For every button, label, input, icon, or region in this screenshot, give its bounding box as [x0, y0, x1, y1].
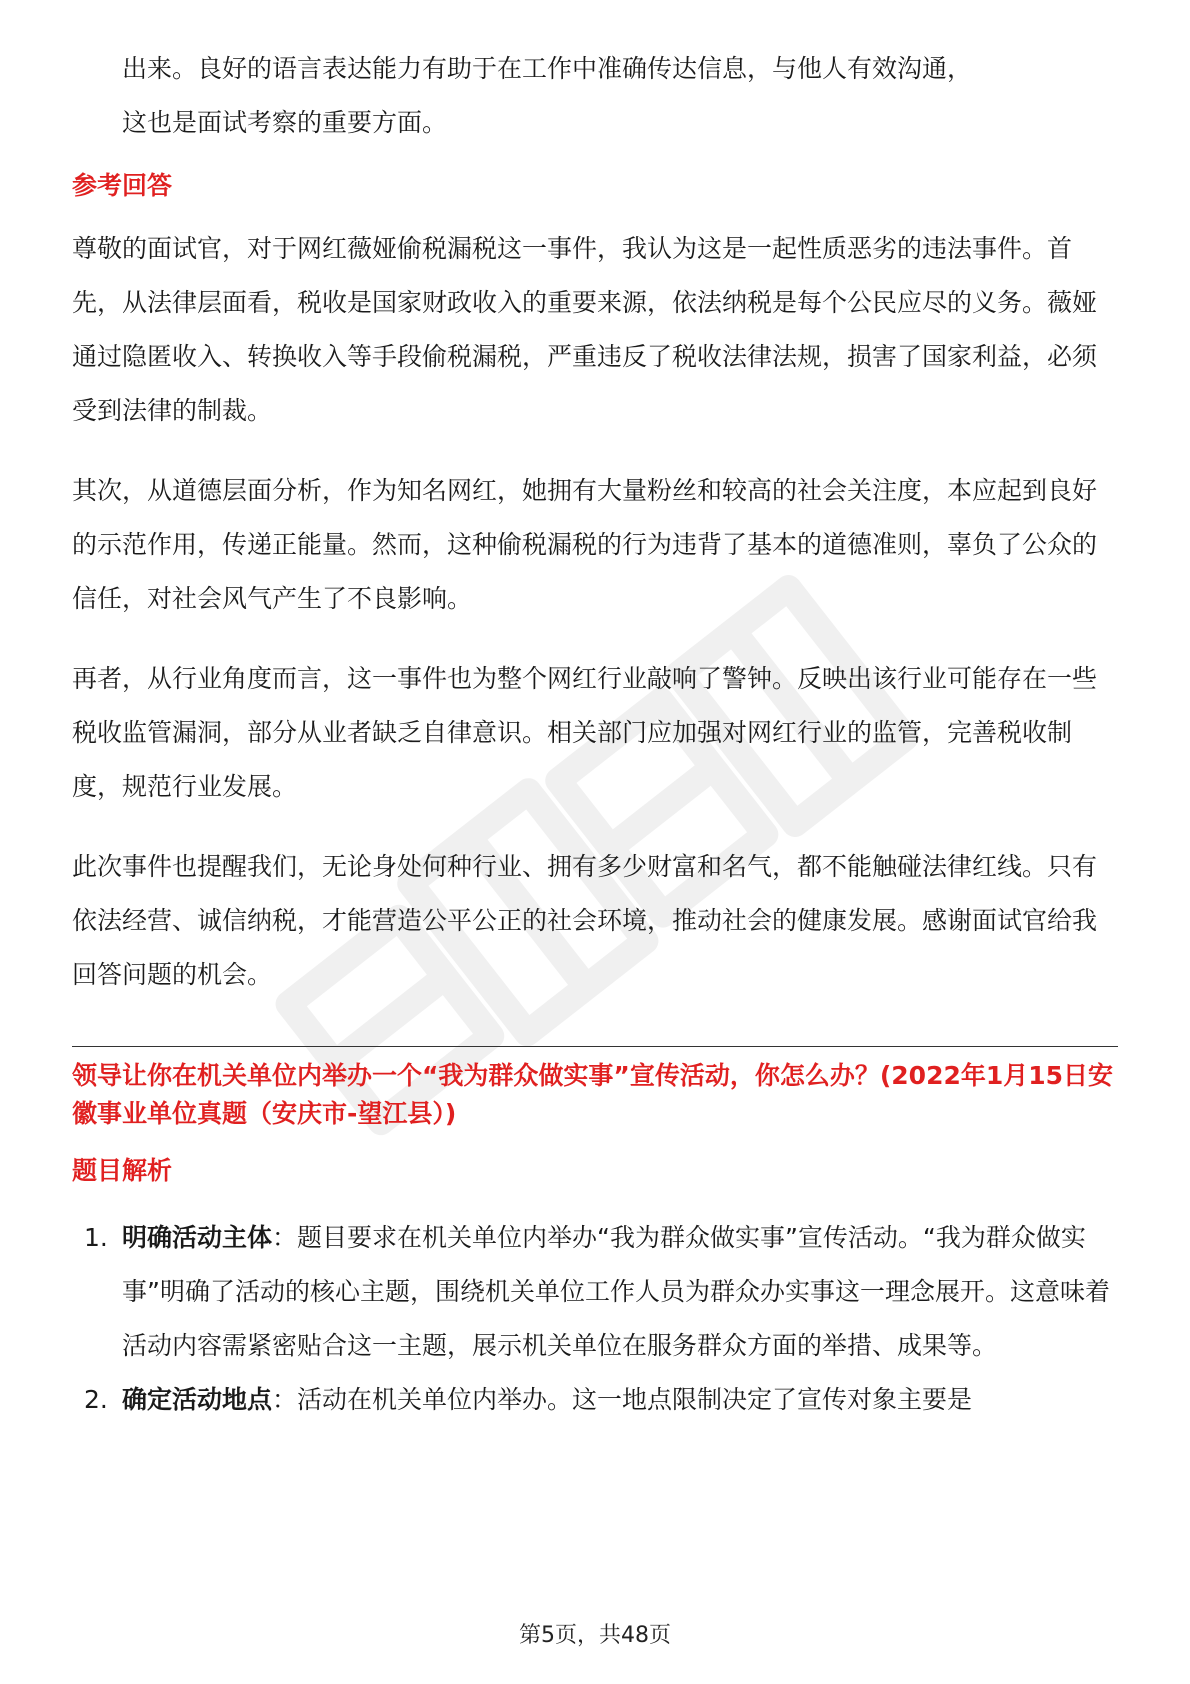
analysis-list — [72, 1211, 1118, 1427]
list-item — [72, 1211, 1118, 1373]
list-item-title: 确定活动地点 — [122, 1385, 273, 1414]
list-number: 1. — [84, 1223, 108, 1252]
intro-line-2: 这也是面试考察的重要方面。 — [122, 108, 448, 137]
list-number: 2. — [84, 1385, 108, 1414]
page-footer: 第5页，共48页 — [519, 1623, 671, 1648]
list-item-text: ：题目要求在机关单位内举办“我为群众做实事”宣传活动。“我为群众做实事”明确了活动的核心主题，围绕机关单位工作人员为群众办实事这一理念展开。这意味着活动内容需紧密贴合这一主题，展示机关单位在服务群众方面的举措、成果等。 — [122, 1223, 1110, 1360]
answer-paragraph-2: 其次，从道德层面分析，作为知名网红，她拥有大量粉丝和较高的社会关注度，本应起到良好的示范作用，传递正能量。然而，这种偷税漏税的行为违背了基本的道德准则，辜负了公众的信任，对社会风气产生了不良影响。 — [72, 476, 1098, 613]
intro-line-1: 出来。良好的语言表达能力有助于在工作中准确传达信息，与他人有效沟通， — [122, 54, 973, 83]
page-content — [72, 40, 1118, 1427]
question-title: 领导让你在机关单位内举办一个“我为群众做实事”宣传活动，你怎么办？(2022年1月15日安徽事业单位真题（安庆市-望江县）) — [72, 1061, 1114, 1128]
answer-paragraph-1: 尊敬的面试官，对于网红薇娅偷税漏税这一事件，我认为这是一起性质恶劣的违法事件。首先，从法律层面看，税收是国家财政收入的重要来源，依法纳税是每个公民应尽的义务。薇娅通过隐匿收入、转换收入等手段偷税漏税，严重违反了税收法律法规，损害了国家利益，必须受到法律的制裁。 — [72, 234, 1098, 425]
answer-paragraph-4: 此次事件也提醒我们，无论身处何种行业、拥有多少财富和名气，都不能触碰法律红线。只有依法经营、诚信纳税，才能营造公平公正的社会环境，推动社会的健康发展。感谢面试官给我回答问题的机会。 — [72, 852, 1098, 989]
list-item-text: ：活动在机关单位内举办。这一地点限制决定了宣传对象主要是 — [272, 1385, 973, 1414]
list-item — [72, 1373, 1118, 1427]
list-item-title: 明确活动主体 — [122, 1223, 273, 1252]
analysis-heading: 题目解析 — [72, 1156, 173, 1185]
answer-paragraph-3: 再者，从行业角度而言，这一事件也为整个网红行业敲响了警钟。反映出该行业可能存在一些税收监管漏洞，部分从业者缺乏自律意识。相关部门应加强对网红行业的监管，完善税收制度，规范行业发展。 — [72, 664, 1098, 801]
answer-heading: 参考回答 — [72, 171, 173, 200]
